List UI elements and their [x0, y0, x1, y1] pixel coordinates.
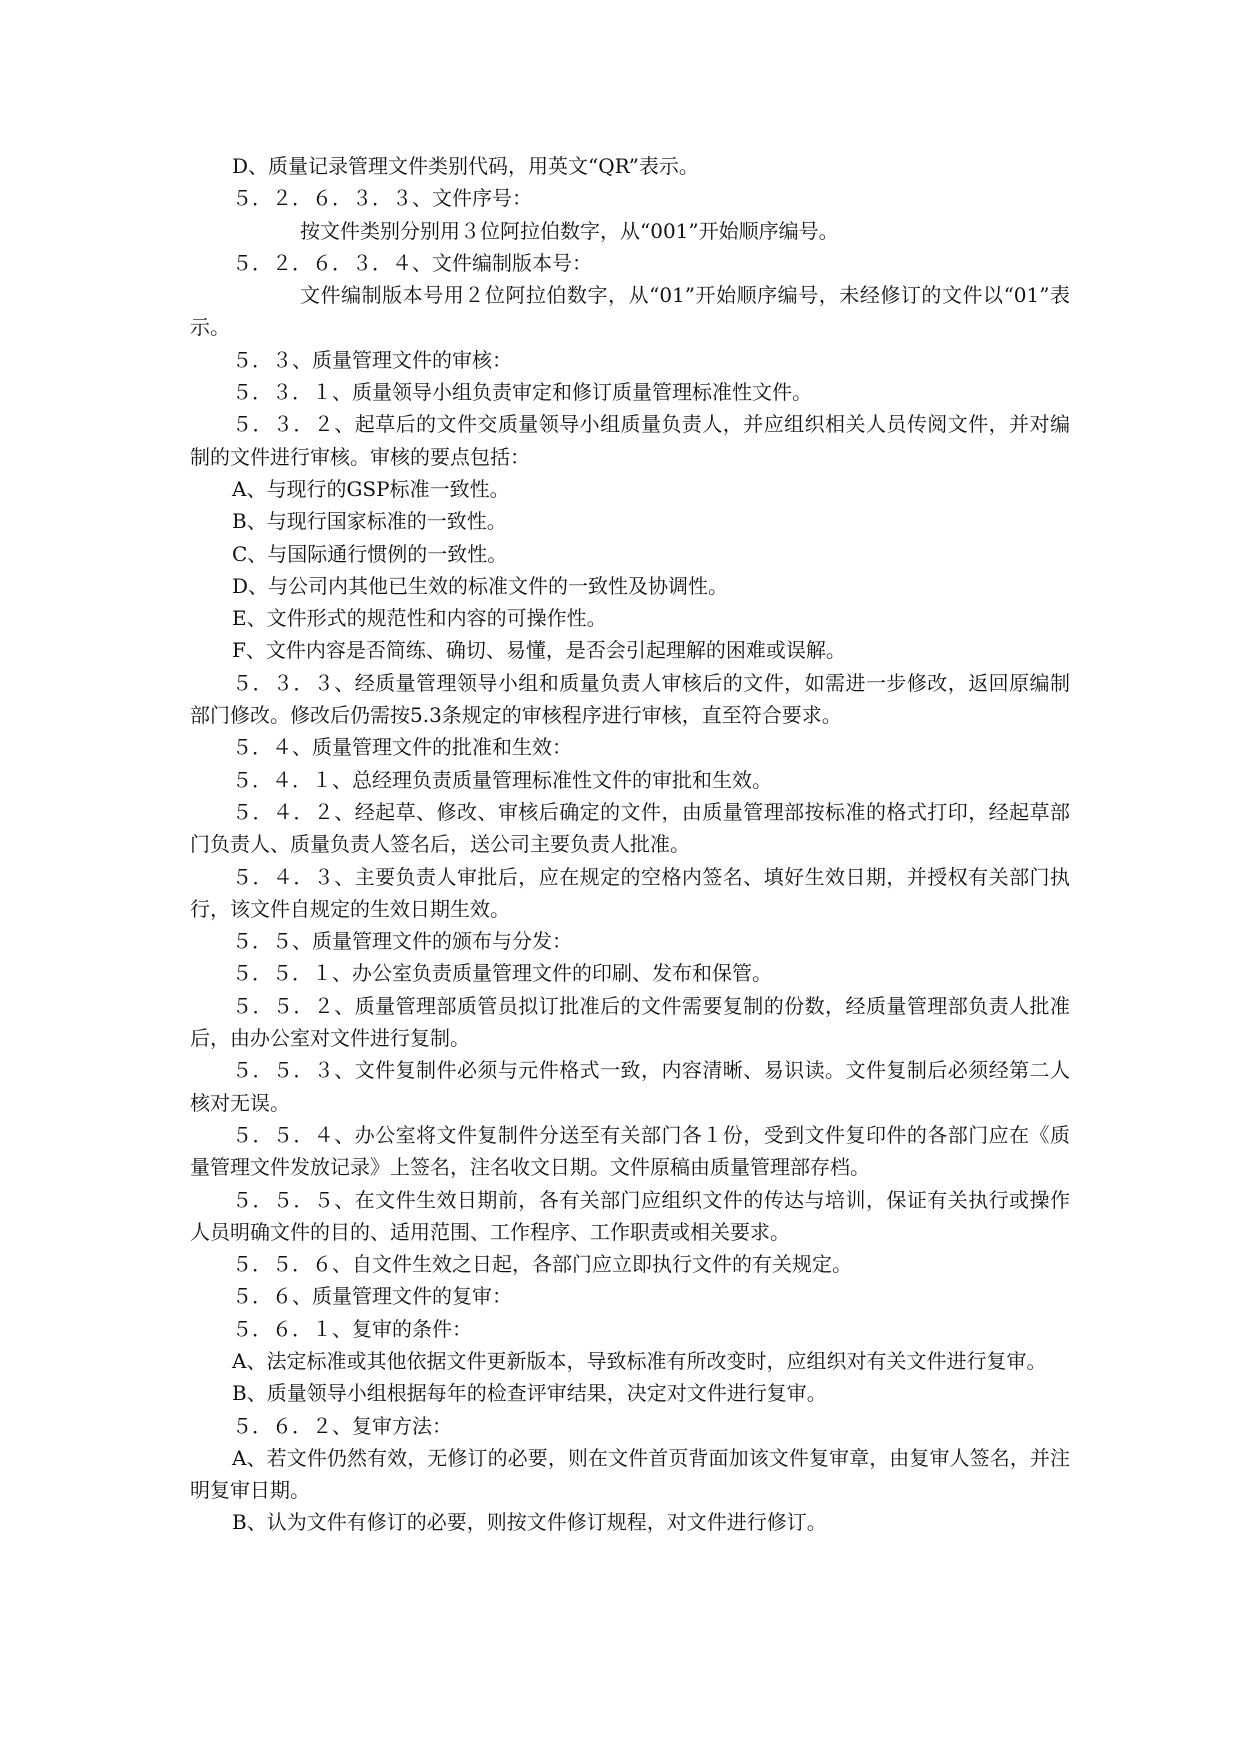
list-item: A、法定标准或其他依据文件更新版本，导致标准有所改变时，应组织对有关文件进行复审。: [232, 1348, 1047, 1373]
list-item: A、若文件仍然有效，无修订的必要，则在文件首页背面加该文件复审章，由复审人签名，并注明复审日期。: [190, 1445, 1070, 1503]
list-item: F、文件内容是否简练、确切、易懂，是否会引起理解的困难或误解。: [232, 638, 846, 663]
paragraph: 按文件类别分别用３位阿拉伯数字，从“001”开始顺序编号。: [300, 218, 839, 243]
paragraph: ５．５．２、质量管理部质管员拟订批准后的文件需要复制的份数，经质量管理部负责人批准后，由办公室对文件进行复制。: [190, 993, 1070, 1051]
section-heading: ５．６．１、复审的条件：: [232, 1316, 472, 1341]
paragraph: ５．３．２、起草后的文件交质量领导小组质量负责人，并应组织相关人员传阅文件，并对编制的文件进行审核。审核的要点包括：: [190, 412, 1070, 469]
list-item: A、与现行的GSP标准一致性。: [232, 476, 510, 501]
list-item: D、与公司内其他已生效的标准文件的一致性及协调性。: [232, 573, 729, 598]
paragraph: ５．５．６、自文件生效之日起，各部门应立即执行文件的有关规定。: [232, 1252, 852, 1277]
list-item: B、认为文件有修订的必要，则按文件修订规程，对文件进行修订。: [232, 1510, 827, 1535]
paragraph: ５．５．５、在文件生效日期前，各有关部门应组织文件的传达与培训，保证有关执行或操作人员明确文件的目的、适用范围、工作程序、工作职责或相关要求。: [190, 1187, 1070, 1244]
section-heading: ５．６、质量管理文件的复审：: [232, 1284, 512, 1309]
list-item: E、文件形式的规范性和内容的可操作性。: [232, 606, 607, 631]
document-page: [190, 150, 1070, 1539]
section-heading: ５．４、质量管理文件的批准和生效：: [232, 735, 572, 760]
section-heading: ５．６．２、复审方法：: [232, 1413, 452, 1438]
paragraph: 文件编制版本号用２位阿拉伯数字，从“01”开始顺序编号，未经修订的文件以“01”表示。: [190, 283, 1070, 340]
paragraph: ５．３．１、质量领导小组负责审定和修订质量管理标准性文件。: [232, 380, 812, 405]
paragraph: ５．５．１、办公室负责质量管理文件的印刷、发布和保管。: [232, 961, 772, 986]
list-item: B、与现行国家标准的一致性。: [232, 509, 507, 534]
paragraph: ５．３．３、经质量管理领导小组和质量负责人审核后的文件，如需进一步修改，返回原编制部门修改。修改后仍需按5.3条规定的审核程序进行审核，直至符合要求。: [190, 670, 1070, 728]
list-item: C、与国际通行惯例的一致性。: [232, 541, 508, 566]
paragraph: D、质量记录管理文件类别代码，用英文“QR”表示。: [232, 154, 699, 178]
section-heading: ５．２．６．３．４、文件编制版本号：: [232, 250, 592, 275]
section-heading: ５．３、质量管理文件的审核：: [232, 347, 512, 372]
paragraph: ５．５．３、文件复制件必须与元件格式一致，内容清晰、易识读。文件复制后必须经第二人核对无误。: [190, 1058, 1070, 1115]
section-heading: ５．２．６．３．３、文件序号：: [232, 186, 532, 211]
paragraph: ５．４．２、经起草、修改、审核后确定的文件，由质量管理部按标准的格式打印，经起草部门负责人、质量负责人签名后，送公司主要负责人批准。: [190, 799, 1070, 857]
paragraph: ５．４．３、主要负责人审批后，应在规定的空格内签名、填好生效日期，并授权有关部门执行，该文件自规定的生效日期生效。: [190, 864, 1070, 921]
list-item: B、质量领导小组根据每年的检查评审结果，决定对文件进行复审。: [232, 1381, 827, 1406]
paragraph: ５．５．４、办公室将文件复制件分送至有关部门各１份，受到文件复印件的各部门应在《质量管理文件发放记录》上签名，注名收文日期。文件原稿由质量管理部存档。: [190, 1122, 1070, 1180]
paragraph: ５．４．１、总经理负责质量管理标准性文件的审批和生效。: [232, 767, 772, 792]
section-heading: ５．５、质量管理文件的颁布与分发：: [232, 929, 572, 954]
